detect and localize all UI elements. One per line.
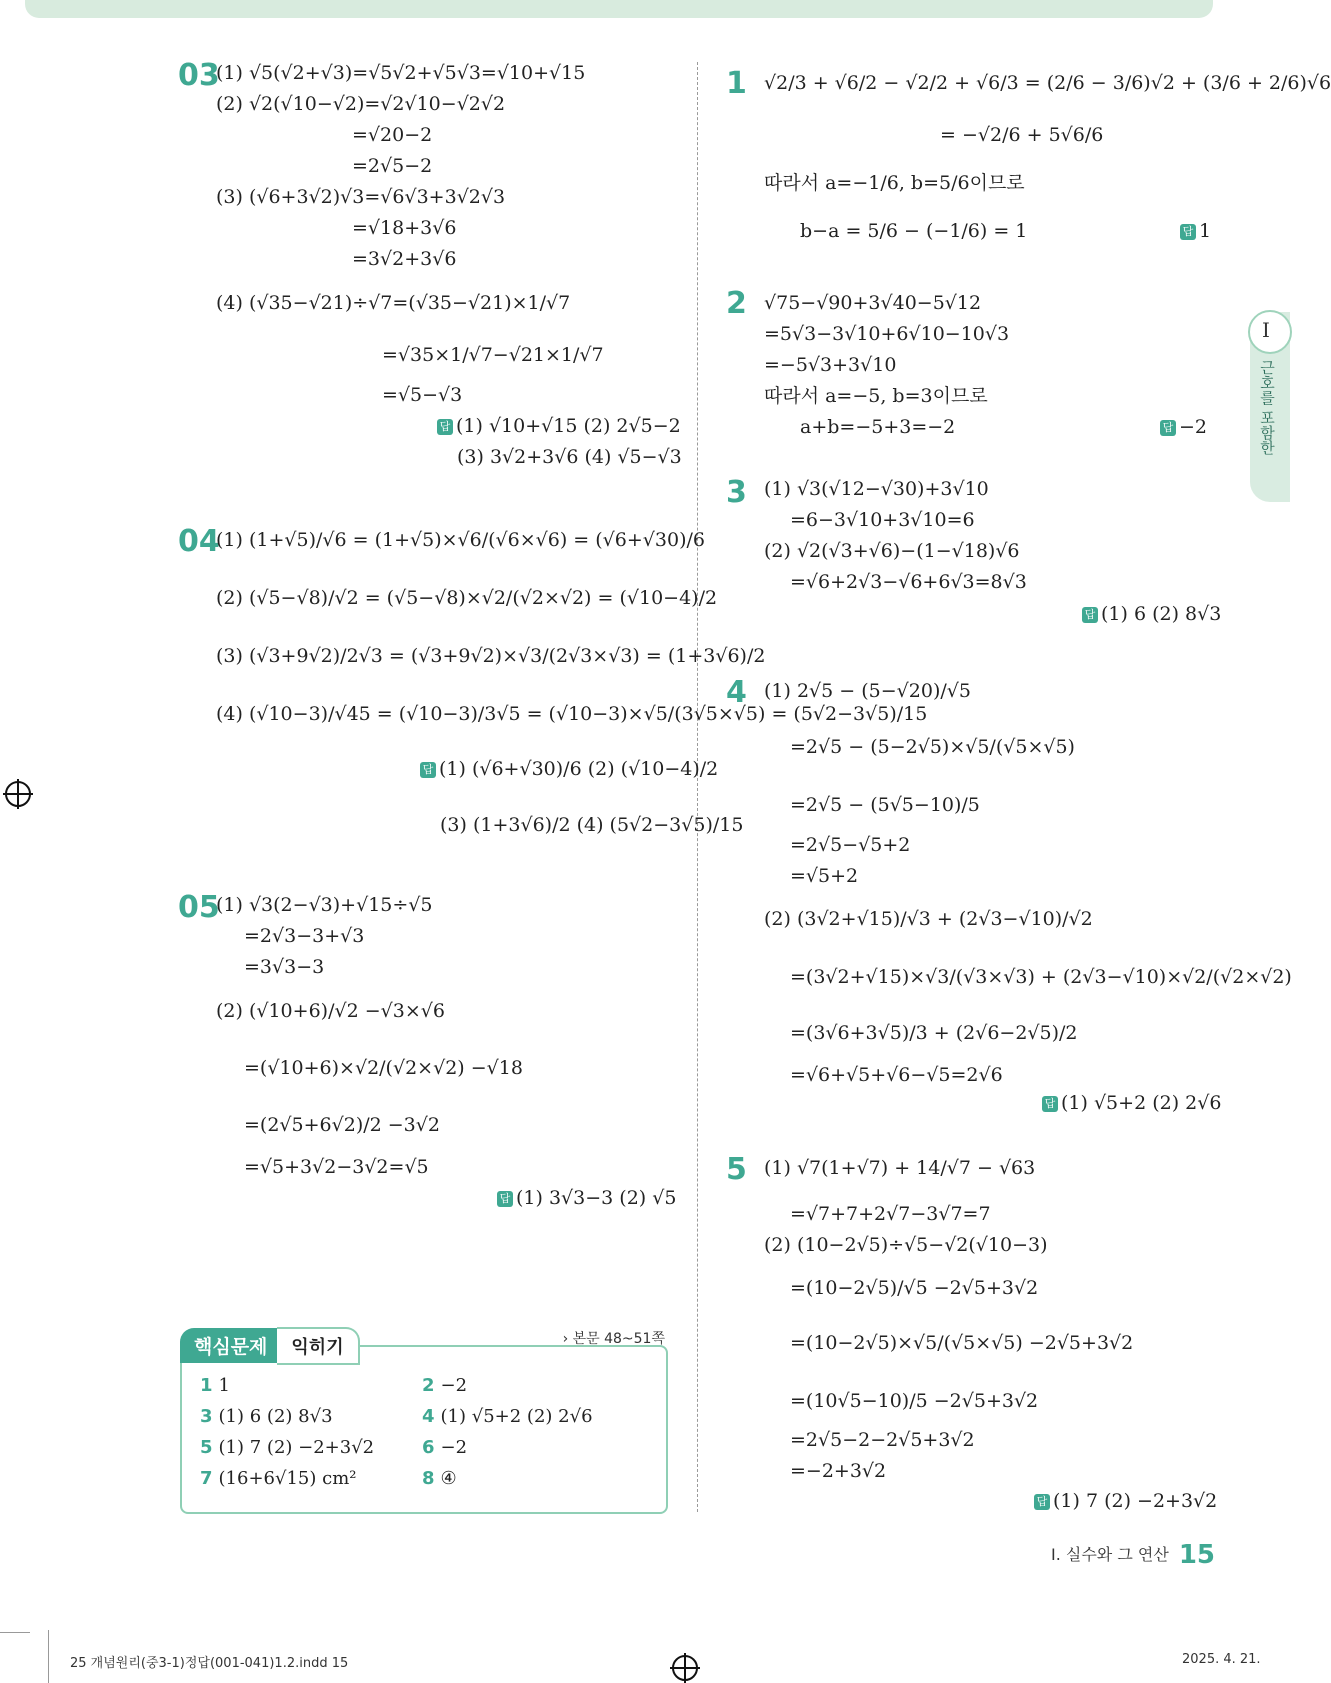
solution-line: =√6+2√3−√6+6√3=8√3 bbox=[790, 571, 1027, 593]
answer-badge-icon: 답 bbox=[497, 1191, 513, 1207]
solution-line: (2) (10−2√5)÷√5−√2(√10−3) bbox=[764, 1234, 1048, 1256]
core-item: 3 (1) 6 (2) 8√3 bbox=[200, 1406, 333, 1427]
core-item: 7 (16+6√15) cm² bbox=[200, 1468, 357, 1489]
solution-line: =(10−2√5)×√5/(√5×√5) −2√5+3√2 bbox=[790, 1332, 1134, 1354]
problem-number: 03 bbox=[178, 58, 220, 93]
solution-line: (2) (√5−√8)/√2 = (√5−√8)×√2/(√2×√2) = (√10−4)/2 bbox=[216, 587, 718, 609]
solution-line: (1) (1+√5)/√6 = (1+√5)×√6/(√6×√6) = (√6+√30)/6 bbox=[216, 529, 705, 551]
solution-line: =5√3−3√10+6√10−10√3 bbox=[764, 323, 1010, 345]
problem-number: 05 bbox=[178, 890, 220, 925]
answer: 답 −2 bbox=[1160, 414, 1207, 440]
core-problems-header bbox=[180, 1327, 360, 1363]
solution-line: =(√10+6)×√2/(√2×√2) −√18 bbox=[244, 1057, 523, 1079]
solution-line: =(3√2+√15)×√3/(√3×√3) + (2√3−√10)×√2/(√2×√2) bbox=[790, 966, 1292, 988]
solution-line: =2√5−2 bbox=[352, 155, 433, 177]
core-item: 4 (1) √5+2 (2) 2√6 bbox=[422, 1406, 593, 1427]
answer-badge-icon: 답 bbox=[1180, 224, 1196, 240]
answer: 답 (1) √10+√15 (2) 2√5−2 bbox=[437, 413, 681, 439]
solution-line: =−2+3√2 bbox=[790, 1460, 887, 1482]
solution-line: (3) (√3+9√2)/2√3 = (√3+9√2)×√3/(2√3×√3) = (1+3√6)/2 bbox=[216, 645, 766, 667]
solution-line: (4) (√35−√21)÷√7=(√35−√21)×1/√7 bbox=[216, 292, 571, 314]
solution-line: =2√5−2−2√5+3√2 bbox=[790, 1429, 975, 1451]
chapter-roman-numeral: I bbox=[1262, 318, 1270, 342]
page-footer bbox=[1051, 1540, 1215, 1570]
answer: 답 1 bbox=[1180, 218, 1211, 244]
answer: 답 (1) 3√3−3 (2) √5 bbox=[497, 1185, 676, 1211]
chapter-side-tab-label: 근호를 포함한 bbox=[1258, 360, 1276, 455]
solution-line: =√6+√5+√6−√5=2√6 bbox=[790, 1064, 1003, 1086]
registration-mark-icon bbox=[672, 1655, 698, 1681]
solution-line: =3√3−3 bbox=[244, 956, 325, 978]
core-item: 6 −2 bbox=[422, 1437, 468, 1458]
crop-mark bbox=[48, 1630, 49, 1683]
solution-line: (1) √5(√2+√3)=√5√2+√5√3=√10+√15 bbox=[216, 62, 586, 84]
solution-line: (2) (√10+6)/√2 −√3×√6 bbox=[216, 1000, 445, 1022]
core-item: 5 (1) 7 (2) −2+3√2 bbox=[200, 1437, 375, 1458]
solution-line: =2√5−√5+2 bbox=[790, 834, 911, 856]
solution-line: =2√5 − (5√5−10)/5 bbox=[790, 794, 980, 816]
core-title: 핵심문제 bbox=[180, 1328, 281, 1363]
core-item: 8 ④ bbox=[422, 1468, 457, 1489]
crop-mark bbox=[0, 1632, 30, 1633]
core-subtitle: 익히기 bbox=[277, 1327, 359, 1365]
solution-line: (1) √7(1+√7) + 14/√7 − √63 bbox=[764, 1157, 1036, 1179]
solution-line: =√5−√3 bbox=[382, 384, 463, 406]
solution-line: (2) (3√2+√15)/√3 + (2√3−√10)/√2 bbox=[764, 908, 1093, 930]
chapter-name: Ⅰ. 실수와 그 연산 bbox=[1051, 1545, 1169, 1564]
chapter-side-tab-circle bbox=[1248, 310, 1292, 354]
problem-number: 04 bbox=[178, 524, 220, 559]
print-file-info: 25 개념원리(중3-1)정답(001-041)1.2.indd 15 bbox=[70, 1656, 349, 1671]
solution-line: =√5+3√2−3√2=√5 bbox=[244, 1156, 429, 1178]
problem-number: 4 bbox=[726, 675, 747, 710]
core-item: 2 −2 bbox=[422, 1375, 468, 1396]
solution-line: (2) √2(√3+√6)−(1−√18)√6 bbox=[764, 540, 1020, 562]
solution-line: 따라서 a=−1/6, b=5/6이므로 bbox=[764, 172, 1025, 194]
solution-line: =6−3√10+3√10=6 bbox=[790, 509, 975, 531]
solution-line: =√5+2 bbox=[790, 865, 859, 887]
solution-line: =2√5 − (5−2√5)×√5/(√5×√5) bbox=[790, 736, 1075, 758]
solution-line: =√20−2 bbox=[352, 124, 433, 146]
solution-line: √75−√90+3√40−5√12 bbox=[764, 292, 982, 314]
answer-badge-icon: 답 bbox=[420, 762, 436, 778]
answer-badge-icon: 답 bbox=[1160, 420, 1176, 436]
solution-line: (1) √3(√12−√30)+3√10 bbox=[764, 478, 989, 500]
answer: 답 (1) 6 (2) 8√3 bbox=[1082, 601, 1221, 627]
solution-line: √2/3 + √6/2 − √2/2 + √6/3 = (2/6 − 3/6)√2 + (3/6 + 2/6)√6 bbox=[764, 72, 1331, 94]
solution-line: =√35×1/√7−√21×1/√7 bbox=[382, 344, 604, 366]
solution-line: = −√2/6 + 5√6/6 bbox=[940, 124, 1104, 146]
solution-line: (1) √3(2−√3)+√15÷√5 bbox=[216, 894, 433, 916]
problem-number: 1 bbox=[726, 66, 747, 101]
solution-line: =(10√5−10)/5 −2√5+3√2 bbox=[790, 1390, 1039, 1412]
answer-badge-icon: 답 bbox=[437, 419, 453, 435]
answer-badge-icon: 답 bbox=[1042, 1096, 1058, 1112]
column-divider bbox=[697, 62, 698, 1512]
solution-line: =2√3−3+√3 bbox=[244, 925, 365, 947]
registration-mark-icon bbox=[5, 781, 31, 807]
answer-badge-icon: 답 bbox=[1034, 1494, 1050, 1510]
solution-line: =(3√6+3√5)/3 + (2√6−2√5)/2 bbox=[790, 1022, 1078, 1044]
solution-line: 따라서 a=−5, b=3이므로 bbox=[764, 385, 988, 407]
solution-line: =√7+7+2√7−3√7=7 bbox=[790, 1203, 991, 1225]
page-number: 15 bbox=[1178, 1540, 1215, 1570]
solution-line: =√18+3√6 bbox=[352, 217, 457, 239]
problem-number: 5 bbox=[726, 1152, 747, 1187]
top-banner bbox=[25, 0, 1213, 18]
solution-line: =−5√3+3√10 bbox=[764, 354, 897, 376]
problem-number: 2 bbox=[726, 286, 747, 321]
core-item: 1 1 bbox=[200, 1375, 230, 1396]
answer: (3) 3√2+3√6 (4) √5−√3 bbox=[457, 446, 682, 468]
solution-line: (1) 2√5 − (5−√20)/√5 bbox=[764, 680, 971, 702]
solution-line: (2) √2(√10−√2)=√2√10−√2√2 bbox=[216, 93, 506, 115]
solution-line: (4) (√10−3)/√45 = (√10−3)/3√5 = (√10−3)×√5/(3√5×√5) = (5√2−3√5)/15 bbox=[216, 703, 928, 725]
solution-line: a+b=−5+3=−2 bbox=[800, 416, 956, 438]
solution-line: b−a = 5/6 − (−1/6) = 1 bbox=[800, 220, 1028, 242]
solution-line: =3√2+3√6 bbox=[352, 248, 457, 270]
problem-number: 3 bbox=[726, 475, 747, 510]
answer: (3) (1+3√6)/2 (4) (5√2−3√5)/15 bbox=[440, 814, 744, 836]
page-reference: › 본문 48~51쪽 bbox=[562, 1331, 665, 1347]
solution-line: (3) (√6+3√2)√3=√6√3+3√2√3 bbox=[216, 186, 506, 208]
answer: 답 (1) √5+2 (2) 2√6 bbox=[1042, 1090, 1221, 1116]
solution-line: =(10−2√5)/√5 −2√5+3√2 bbox=[790, 1277, 1039, 1299]
answer: 답 (1) 7 (2) −2+3√2 bbox=[1034, 1488, 1217, 1514]
answer: 답 (1) (√6+√30)/6 (2) (√10−4)/2 bbox=[420, 756, 718, 782]
print-date: 2025. 4. 21. bbox=[1182, 1652, 1261, 1667]
answer-badge-icon: 답 bbox=[1082, 607, 1098, 623]
solution-line: =(2√5+6√2)/2 −3√2 bbox=[244, 1114, 440, 1136]
